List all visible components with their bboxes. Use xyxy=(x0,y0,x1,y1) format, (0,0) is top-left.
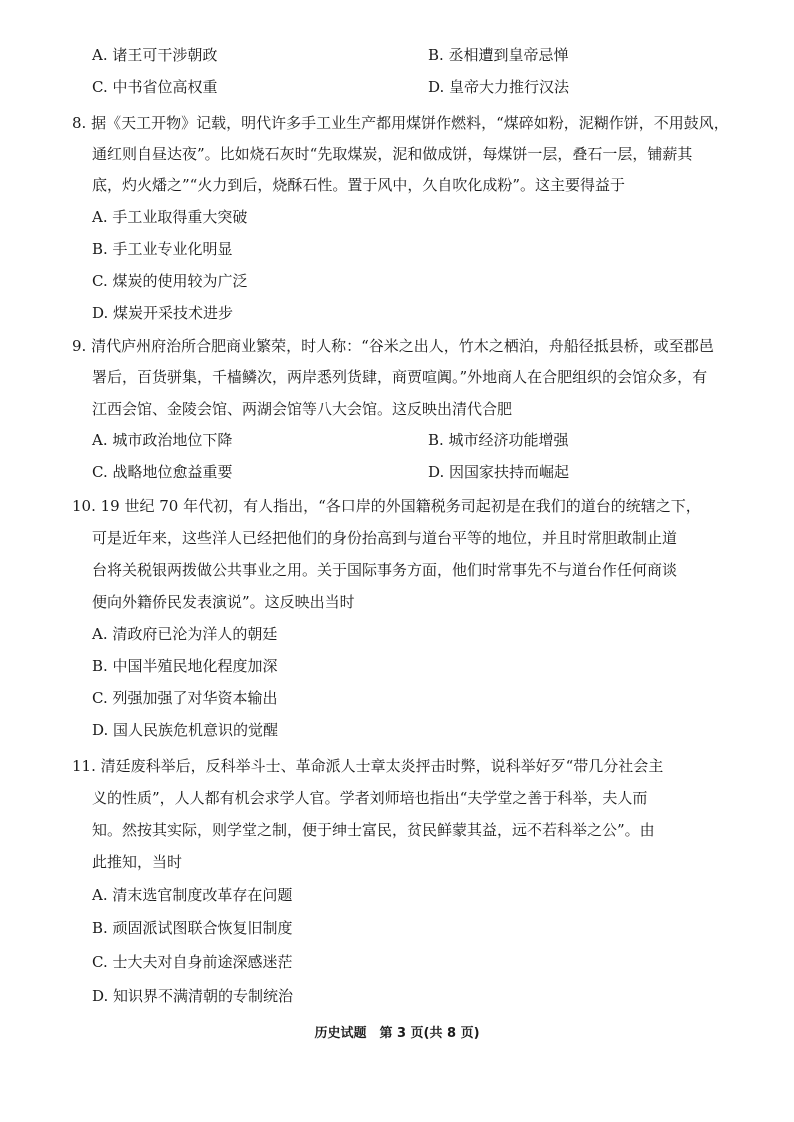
q11-option-a: A. 清末选官制度改革存在问题 xyxy=(92,886,293,904)
q9-stem-line-3: 江西会馆、金陵会馆、两湖会馆等八大会馆。这反映出清代合肥 xyxy=(92,400,513,418)
q10-option-d: D. 国人民族危机意识的觉醒 xyxy=(92,721,279,739)
page-footer: 历史试题 第 3 页(共 8 页) xyxy=(314,1026,480,1041)
q8-option-d: D. 煤炭开采技术进步 xyxy=(92,304,234,322)
q7-option-a: A. 诸王可干涉朝政 xyxy=(92,46,218,64)
q8-option-b: B. 手工业专业化明显 xyxy=(92,240,233,258)
q10-stem-line-4: 便向外籍侨民发表演说”。这反映出当时 xyxy=(92,593,355,611)
q8-option-a: A. 手工业取得重大突破 xyxy=(92,208,248,226)
q10-option-a: A. 清政府已沦为洋人的朝廷 xyxy=(92,625,278,643)
q7-option-b: B. 丞相遭到皇帝忌惮 xyxy=(428,46,569,64)
q9-option-c: C. 战略地位愈益重要 xyxy=(92,463,233,481)
q10-option-c: C. 列强加强了对华资本输出 xyxy=(92,689,278,707)
q10-stem-line-3: 台将关税银两拨做公共事业之用。关于国际事务方面，他们时常事先不与道台作任何商谈 xyxy=(92,561,678,579)
q11-option-b: B. 顽固派试图联合恢复旧制度 xyxy=(92,919,293,937)
q9-option-d: D. 因国家扶持而崛起 xyxy=(428,463,570,481)
q9-stem-line-2: 署后，百货骈集，千樯鳞次，两岸悉列货肆，商贾喧阗。”外地商人在合肥组织的会馆众多，有 xyxy=(92,368,708,386)
q9-option-a: A. 城市政治地位下降 xyxy=(92,431,233,449)
q11-option-d: D. 知识界不满清朝的专制统治 xyxy=(92,987,294,1005)
q8-stem-line-1: 8. 据《天工开物》记载，明代许多手工业生产都用煤饼作燃料，“煤碎如粉，泥糊作饼，不用鼓风， xyxy=(72,114,729,132)
q10-option-b: B. 中国半殖民地化程度加深 xyxy=(92,657,278,675)
q8-stem-line-3: 底，灼火燔之”“火力到后，烧酥石性。置于风中，久自吹化成粉”。这主要得益于 xyxy=(92,176,626,194)
q9-option-b: B. 城市经济功能增强 xyxy=(428,431,569,449)
q10-stem-line-1: 10. 19 世纪 70 年代初，有人指出，“各口岸的外国籍税务司起初是在我们的道台的统辖之下， xyxy=(72,497,701,515)
q8-option-c: C. 煤炭的使用较为广泛 xyxy=(92,272,248,290)
q11-option-c: C. 士大夫对自身前途深感迷茫 xyxy=(92,953,293,971)
q11-stem-line-1: 11. 清廷废科举后，反科举斗士、革命派人士章太炎抨击时弊，说科举好歹“带几分社会主 xyxy=(72,757,664,775)
q7-option-d: D. 皇帝大力推行汉法 xyxy=(428,78,570,96)
q10-stem-line-2: 可是近年来，这些洋人已经把他们的身份抬高到与道台平等的地位，并且时常胆敢制止道 xyxy=(92,529,678,547)
q11-stem-line-4: 此推知，当时 xyxy=(92,853,183,871)
q8-stem-line-2: 通红则自昼达夜”。比如烧石灰时“先取煤炭，泥和做成饼，每煤饼一层，叠石一层，铺薪其 xyxy=(92,145,693,163)
q7-option-c: C. 中书省位高权重 xyxy=(92,78,218,96)
q11-stem-line-2: 义的性质”，人人都有机会求学人官。学者刘师培也指出“夫学堂之善于科举，夫人而 xyxy=(92,789,648,807)
q11-stem-line-3: 知。然按其实际，则学堂之制，便于绅士富民，贫民鲜蒙其益，远不若科举之公”。由 xyxy=(92,821,655,839)
q9-stem-line-1: 9. 清代庐州府治所合肥商业繁荣，时人称：“谷米之出人，竹木之栖泊，舟船径抵县桥，或至郡邑 xyxy=(72,337,714,355)
